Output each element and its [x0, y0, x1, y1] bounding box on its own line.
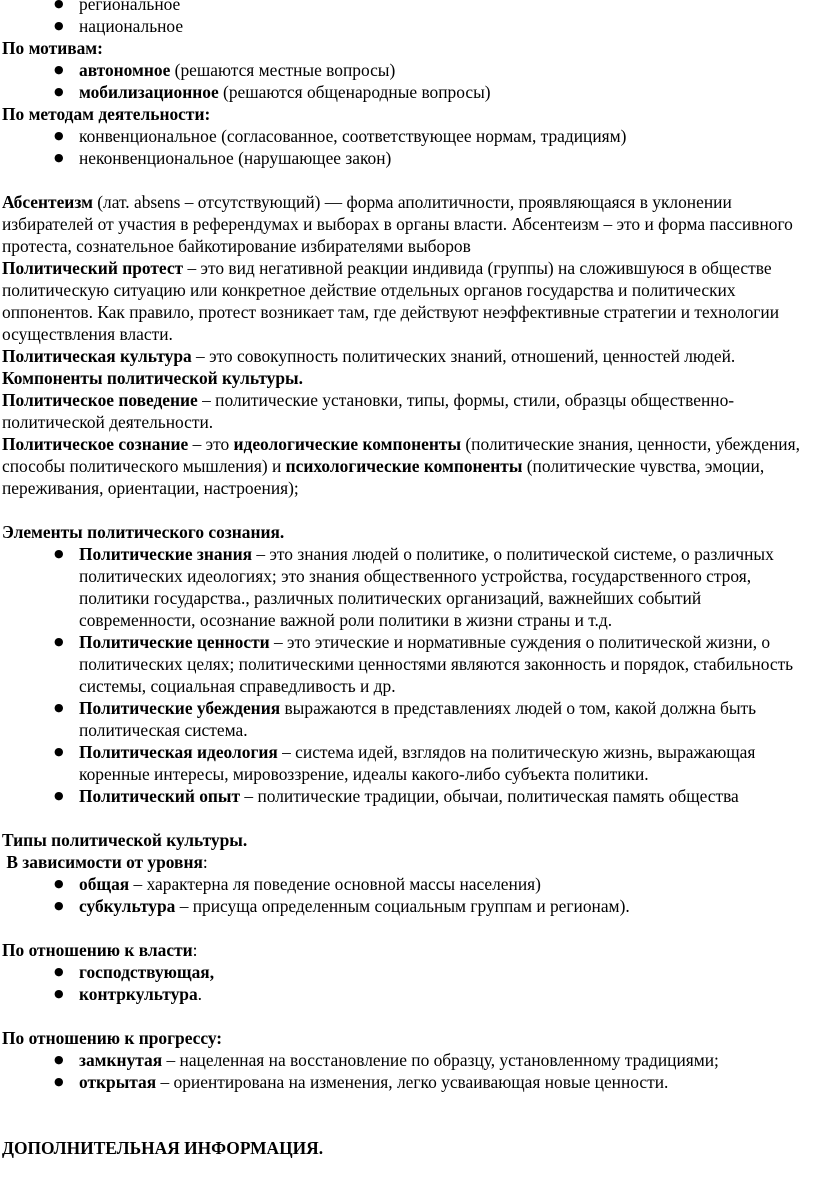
- list-item: ● Политические знания – это знания людей о политике, о политической системе, о различных политических идеологиях; это знания общественного устройства, государственного строя, политики государства., различных политических организаций, важнейших событий современности, осознание важной роли политики в жизни страны и т.д.: [54, 544, 774, 630]
- bullet-icon: ●: [54, 877, 64, 890]
- bullet-icon: ●: [54, 635, 64, 648]
- consciousness-paragraph: Политическое сознание – это идеологические компоненты (политические знания, ценности, убеждения, способы политического мышления) и психологические компоненты (политические чувства, эмоции, переживания, ориентации, настроения);: [2, 434, 800, 498]
- bullet-icon: ●: [54, 129, 64, 142]
- bullet-icon: ●: [54, 899, 64, 912]
- by-level-heading: В зависимости от уровня:: [2, 852, 208, 872]
- bullet-icon: ●: [54, 0, 64, 10]
- list-item: ● контркультура.: [54, 984, 202, 1004]
- bullet-icon: ●: [54, 547, 64, 560]
- list-item: ● конвенциональное (согласованное, соответствующее нормам, традициям): [54, 126, 627, 146]
- components-heading: Компоненты политической культуры.: [2, 368, 303, 388]
- bullet-icon: ●: [54, 701, 64, 714]
- bullet-icon: ●: [54, 745, 64, 758]
- motives-heading: По мотивам:: [2, 38, 103, 58]
- bullet-icon: ●: [54, 85, 64, 98]
- bullet-icon: ●: [54, 1053, 64, 1066]
- methods-list: [2, 125, 814, 169]
- by-power-heading: По отношению к власти:: [2, 940, 198, 960]
- list-item: ● замкнутая – нацеленная на восстановление по образцу, установленному традициями;: [54, 1050, 719, 1070]
- list-item: ● субкультура – присуща определенным социальным группам и регионам).: [54, 896, 630, 916]
- elements-heading: Элементы политического сознания.: [2, 522, 285, 542]
- list-item: ● Политический опыт – политические традиции, обычаи, политическая память общества: [54, 786, 739, 806]
- elements-list: [2, 543, 814, 807]
- bullet-icon: ●: [54, 151, 64, 164]
- behavior-paragraph: Политическое поведение – политические установки, типы, формы, стили, образцы общественно-политической деятельности.: [2, 390, 735, 432]
- list-item: ● общая – характерна ля поведение основной массы населения): [54, 874, 541, 894]
- protest-paragraph: Политический протест – это вид негативной реакции индивида (группы) на сложившуюся в обществе политическую ситуацию или конкретное действие отдельных органов государства и политических оппонентов. Как правило, протест возникает там, где действуют неэффективные стратегии и технологии осуществления власти.: [2, 258, 780, 344]
- list-item: ● автономное (решаются местные вопросы): [54, 60, 396, 80]
- by-power-list: [2, 961, 814, 1005]
- additional-info-heading: ДОПОЛНИТЕЛЬНАЯ ИНФОРМАЦИЯ.: [2, 1138, 324, 1158]
- document-page: [2, 0, 814, 1159]
- motives-list: [2, 59, 814, 103]
- bullet-icon: ●: [54, 789, 64, 802]
- list-item: ● Политическая идеология – система идей, взглядов на политическую жизнь, выражающая коренные интересы, мировоззрение, идеалы какого-либо субъекта политики.: [54, 742, 756, 784]
- bullet-icon: ●: [54, 965, 64, 978]
- methods-heading: По методам деятельности:: [2, 104, 211, 124]
- list-item: ● неконвенциональное (нарушающее закон): [54, 148, 392, 168]
- by-progress-heading: По отношению к прогрессу:: [2, 1028, 223, 1048]
- absenteeism-paragraph: Абсентеизм (лат. absens – отсутствующий) — форма аполитичности, проявляющаяся в уклонении избирателей от участия в референдумах и выборах в органы власти. Абсентеизм – это и форма пассивного протеста, сознательное байкотирование избирателями выборов: [2, 192, 793, 256]
- list-item: ● региональное: [2, 0, 814, 15]
- culture-paragraph: Политическая культура – это совокупность политических знаний, отношений, ценностей людей.: [2, 346, 736, 366]
- bullet-icon: ●: [54, 63, 64, 76]
- bullet-icon: ●: [54, 987, 64, 1000]
- bullet-icon: ●: [54, 1075, 64, 1088]
- list-item: ● мобилизационное (решаются общенародные вопросы): [54, 82, 491, 102]
- list-item: ● Политические ценности – это этические и нормативные суждения о политической жизни, о политических целях; политическими ценностями являются законность и порядок, стабильность системы, социальная справедливость и др.: [54, 632, 794, 696]
- types-heading: Типы политической культуры.: [2, 830, 248, 850]
- top-list: [2, 0, 814, 37]
- by-level-list: [2, 873, 814, 917]
- by-progress-list: [2, 1049, 814, 1093]
- list-item: ● национальное: [54, 16, 184, 36]
- list-item: ● Политические убеждения выражаются в представлениях людей о том, какой должна быть политическая система.: [54, 698, 757, 740]
- list-item: ● открытая – ориентирована на изменения, легко усваивающая новые ценности.: [54, 1072, 669, 1092]
- bullet-icon: ●: [54, 19, 64, 32]
- list-item: ● господствующая,: [54, 962, 215, 982]
